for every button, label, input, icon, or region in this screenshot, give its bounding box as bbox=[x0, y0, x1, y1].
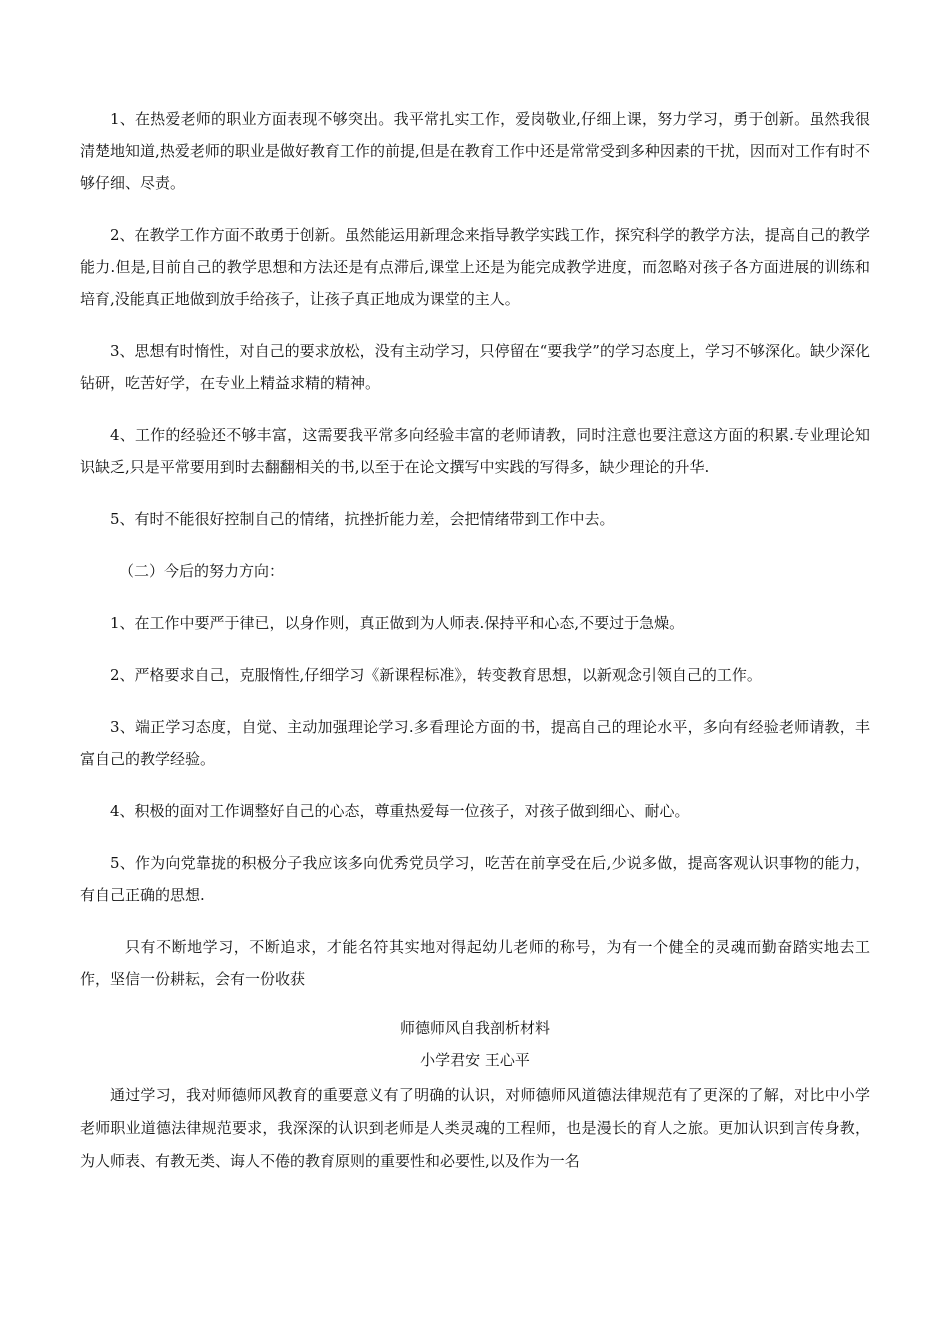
direction-item-4: 4、积极的面对工作调整好自己的心态，尊重热爱每一位孩子，对孩子做到细心、耐心。 bbox=[110, 802, 690, 820]
document-title: 师德师风自我剖析材料 bbox=[399, 1019, 550, 1037]
paragraph-item-1: 1、在热爱老师的职业方面表现不够突出。我平常扎实工作，爱岗敬业,仔细上课，努力学习，勇于创新。虽然我很清楚地知道,热爱老师的职业是做好教育工作的前提,但是在教育工作中还是常常受到多种因素的干扰，因而对工作有时不够仔细、尽责。 bbox=[80, 110, 870, 192]
direction-item-5: 5、作为向党靠拢的积极分子我应该多向优秀党员学习，吃苦在前享受在后,少说多做，提高客观认识事物的能力，有自己正确的思想. bbox=[80, 854, 870, 904]
document-author: 小学君安 王心平 bbox=[420, 1051, 530, 1069]
paragraph-item-5: 5、有时不能很好控制自己的情绪，抗挫折能力差，会把情绪带到工作中去。 bbox=[110, 510, 615, 528]
document-page bbox=[80, 103, 870, 1178]
paragraph-item-3: 3、思想有时惰性，对自己的要求放松，没有主动学习，只停留在“要我学”的学习态度上，学习不够深化。缺少深化钻研，吃苦好学，在专业上精益求精的精神。 bbox=[80, 342, 870, 392]
direction-item-1: 1、在工作中要严于律已，以身作则，真正做到为人师表.保持平和心态,不要过于急燥。 bbox=[110, 614, 685, 632]
direction-item-2: 2、严格要求自己，克服惰性,仔细学习《新课程标准》，转变教育思想，以新观念引领自己的工作。 bbox=[110, 666, 762, 684]
paragraph-item-2: 2、在教学工作方面不敢勇于创新。虽然能运用新理念来指导教学实践工作，探究科学的教学方法，提高自己的教学能力.但是,目前自己的教学思想和方法还是有点滞后,课堂上还是为能完成教学进度，而忽略对孩子各方面进展的训练和培育,没能真正地做到放手给孩子，让孩子真正地成为课堂的主人。 bbox=[80, 226, 870, 308]
document-body: 通过学习，我对师德师风教育的重要意义有了明确的认识，对师德师风道德法律规范有了更深的了解，对比中小学老师职业道德法律规范要求，我深深的认识到老师是人类灵魂的工程师，也是漫长的育人之旅。更加认识到言传身教，为人师表、有教无类、诲人不倦的教育原则的重要性和必要性,以及作为一名 bbox=[80, 1086, 870, 1170]
paragraph-item-4: 4、工作的经验还不够丰富，这需要我平常多向经验丰富的老师请教，同时注意也要注意这方面的积累.专业理论知识缺乏,只是平常要用到时去翻翻相关的书,以至于在论文撰写中实践的写得多，缺少理论的升华. bbox=[80, 426, 870, 476]
section-heading: （二）今后的努力方向： bbox=[119, 562, 285, 580]
closing-paragraph: 只有不断地学习，不断追求，才能名符其实地对得起幼儿老师的称号，为有一个健全的灵魂而勤奋踏实地去工作，坚信一份耕耘，会有一份收获 bbox=[80, 938, 870, 988]
direction-item-3: 3、端正学习态度，自觉、主动加强理论学习.多看理论方面的书，提高自己的理论水平，多向有经验老师请教，丰富自己的教学经验。 bbox=[80, 718, 870, 768]
